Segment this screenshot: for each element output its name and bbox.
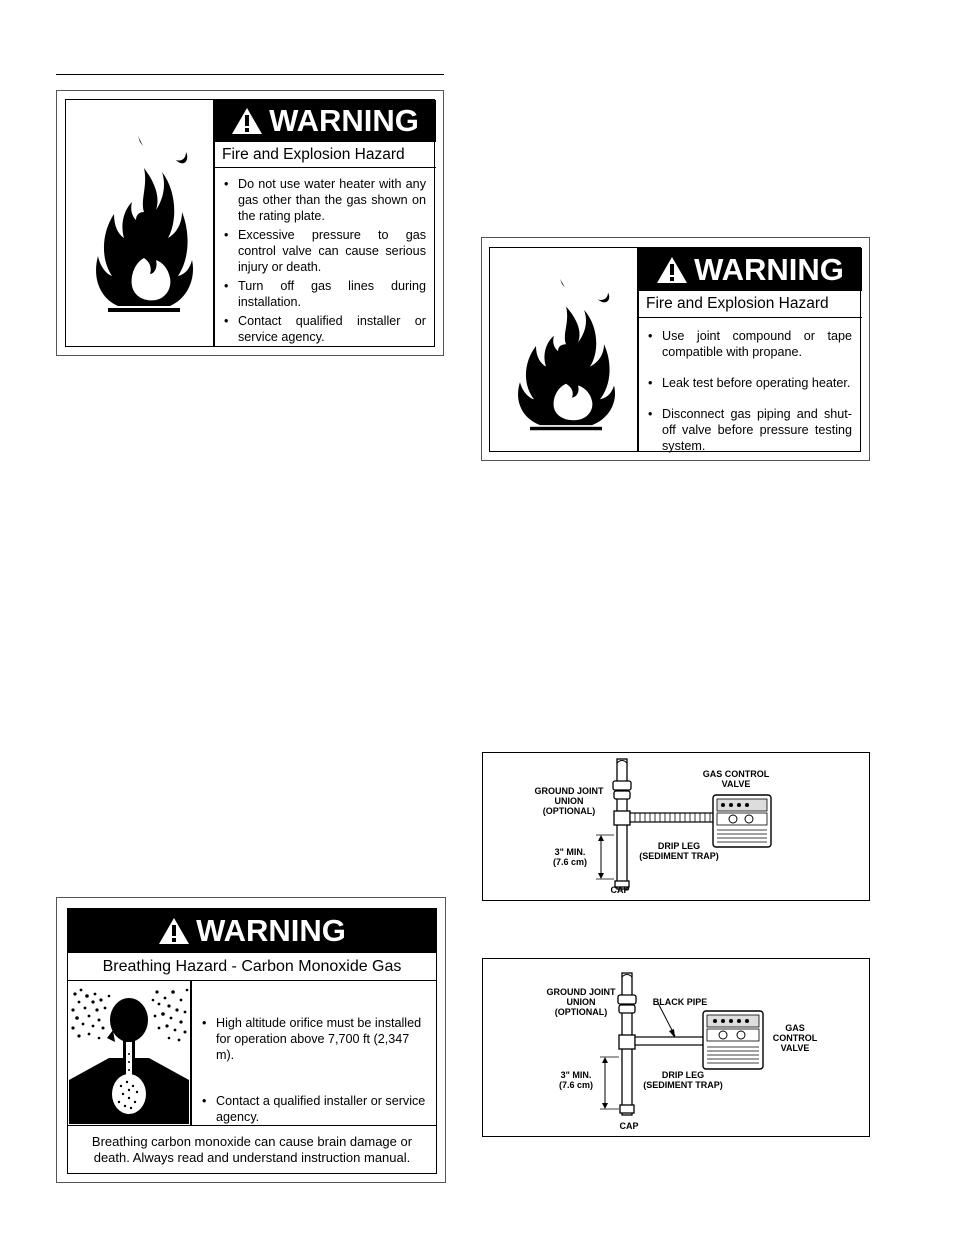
- label-min-height: [545, 847, 595, 867]
- label-ground-joint-union: [527, 786, 611, 816]
- label-line: (OPTIONAL): [554, 1007, 608, 1017]
- label-cap: CAP: [610, 885, 630, 895]
- hazard-title: Fire and Explosion Hazard: [214, 142, 436, 168]
- flame-icon: [86, 128, 206, 328]
- warning-triangle-icon: [158, 917, 190, 945]
- bullet-item: • Contact a qualified installer or service agency.: [198, 1093, 426, 1125]
- label-line: (7.6 cm): [558, 1080, 593, 1090]
- top-rule: [56, 74, 444, 75]
- warning-bullets: [220, 176, 426, 345]
- label-line: GROUND JOINT: [546, 987, 616, 997]
- label-line: 3" MIN.: [560, 1070, 592, 1080]
- label-gas-control-valve: [763, 1023, 827, 1053]
- bullet-item: • Use joint compound or tape compatible with propane.: [644, 328, 852, 360]
- warning-banner-text: WARNING: [694, 251, 844, 287]
- warning-banner-text: WARNING: [196, 913, 346, 948]
- bullet-item: • Disconnect gas piping and shut-off valve before pressure testing system.: [644, 406, 852, 454]
- warning-bullets: [644, 328, 852, 454]
- label-line: DRIP LEG: [661, 1070, 705, 1080]
- piping-illustration: [483, 753, 869, 900]
- flame-icon: [508, 272, 628, 444]
- warning-label-fire-1: [56, 90, 444, 356]
- label-line: VALVE: [721, 779, 751, 789]
- label-ground-joint-union: [539, 987, 623, 1017]
- label-line: (SEDIMENT TRAP): [643, 1080, 723, 1090]
- label-line: (7.6 cm): [552, 857, 587, 867]
- hazard-title: Breathing Hazard - Carbon Monoxide Gas: [68, 953, 436, 981]
- bullet-item: • Turn off gas lines during installation.: [220, 278, 426, 310]
- label-line: GAS: [785, 1023, 805, 1033]
- warning-banner-text: WARNING: [269, 103, 419, 138]
- label-drip-leg: [631, 1070, 735, 1090]
- label-line: 3" MIN.: [554, 847, 586, 857]
- label-cap: CAP: [619, 1121, 639, 1131]
- warning-banner: [214, 100, 436, 142]
- label-gas-control-valve: [689, 769, 783, 789]
- warning-bullets: [198, 1015, 426, 1125]
- label-line: UNION: [554, 796, 584, 806]
- bullet-item: • Leak test before operating heater.: [644, 375, 852, 391]
- bullet-item: • Contact qualified installer or service agency.: [220, 313, 426, 345]
- warning-label-carbon-monoxide: [56, 897, 446, 1183]
- warning-footer: [68, 1125, 436, 1173]
- label-black-pipe: BLACK PIPE: [652, 997, 708, 1007]
- label-min-height: [551, 1070, 601, 1090]
- label-line: CONTROL: [772, 1033, 818, 1043]
- label-line: GAS CONTROL: [702, 769, 770, 779]
- bullet-item: • Do not use water heater with any gas other than the gas shown on the rating plate.: [220, 176, 426, 224]
- label-line: UNION: [566, 997, 596, 1007]
- warning-label-fire-2: [481, 237, 870, 461]
- warning-banner: [68, 909, 436, 953]
- bullet-item: • Excessive pressure to gas control valve can cause serious injury or death.: [220, 227, 426, 275]
- label-drip-leg: [629, 841, 729, 861]
- warning-triangle-icon: [656, 256, 688, 284]
- hazard-title: Fire and Explosion Hazard: [638, 291, 862, 318]
- warning-banner: [638, 248, 862, 291]
- bullet-item: • High altitude orifice must be installed for operation above 7,700 ft (2,347 m).: [198, 1015, 426, 1063]
- warning-triangle-icon: [231, 107, 263, 135]
- gas-piping-diagram-2: [482, 958, 870, 1137]
- carbon-monoxide-breathing-icon: [69, 982, 189, 1124]
- warning-footer-text: Breathing carbon monoxide can cause brain damage or death. Always read and understand instruction manual.: [91, 1133, 413, 1165]
- label-line: DRIP LEG: [657, 841, 701, 851]
- label-line: GROUND JOINT: [534, 786, 604, 796]
- label-line: (SEDIMENT TRAP): [639, 851, 719, 861]
- gas-piping-diagram-1: [482, 752, 870, 901]
- label-line: VALVE: [780, 1043, 810, 1053]
- label-line: (OPTIONAL): [542, 806, 596, 816]
